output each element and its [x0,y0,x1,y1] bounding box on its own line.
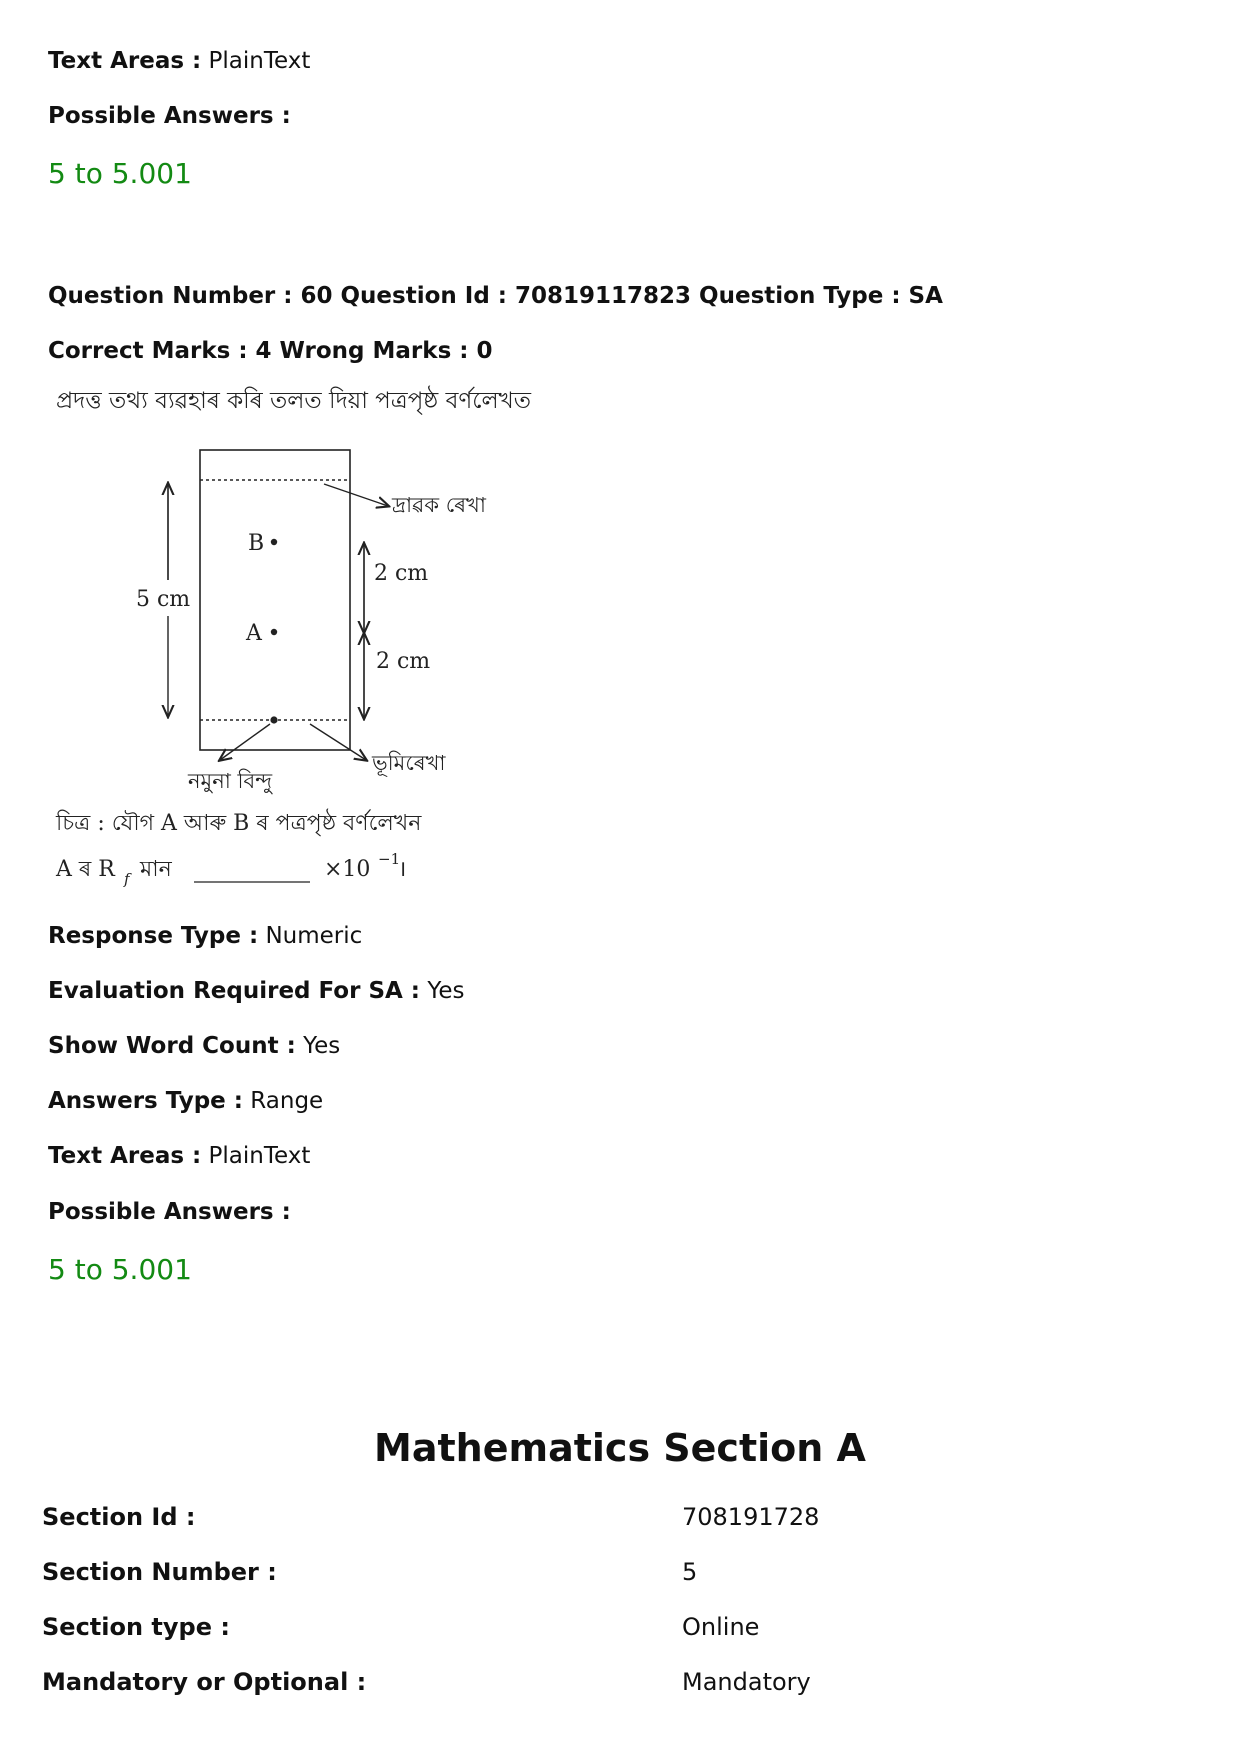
detail-value: Range [250,1088,324,1114]
detail-value: PlainText [208,1143,311,1169]
detail-value: Yes [303,1033,341,1059]
detail-value: Numeric [265,923,363,949]
spot-b-label: B [248,531,265,556]
section-row-value: Online [682,1613,760,1641]
section-row-value: 708191728 [682,1503,820,1531]
prev-possible-answer: 5 to 5.001 [48,157,192,190]
figure-instruction: প্ৰদত্ত তথ্য ব্যৱহাৰ কৰি তলত দিয়া পত্ৰপৃষ্ঠ বৰ্ণলেখত [56,388,532,414]
spot-a [271,629,277,635]
question-marks: Correct Marks : 4 Wrong Marks : 0 [48,338,493,364]
rf-prefix: A ৰ R [56,857,115,882]
sample-spot [270,716,277,723]
dist-upper-label: 2 cm [374,561,429,586]
detail-response-type [48,921,362,951]
prev-text-areas [48,46,310,76]
rf-multiplier: ×10 [324,857,371,882]
chromatogram-diagram [48,382,568,902]
prev-possible-answers-label: Possible Answers : [48,103,291,129]
spot-a-label: A [246,621,262,646]
section-row-label: Mandatory or Optional : [42,1668,367,1696]
possible-answers-label: Possible Answers : [48,1199,291,1225]
section-row-label: Section type : [42,1613,230,1641]
solvent-front-arrow [324,484,388,506]
rf-suffix: মান [140,857,172,882]
sample-point-arrow [220,724,270,760]
spot-b [271,539,277,545]
section-row-value: 5 [682,1558,698,1586]
figure-caption: চিত্ৰ : যৌগ A আৰু B ৰ পত্ৰপৃষ্ঠ বৰ্ণলেখন [56,811,422,836]
detail-evaluation-required [48,976,464,1006]
sample-point-label: নমুনা বিন্দু [188,769,273,793]
detail-show-word-count [48,1031,340,1061]
dist-lower-label: 2 cm [376,649,431,674]
dist-total-label: 5 cm [136,587,191,612]
question-header: Question Number : 60 Question Id : 70819117823 Question Type : SA [48,283,943,309]
section-row-label: Section Number : [42,1558,277,1586]
solvent-front-label: দ্ৰাৱক ৰেখা [392,493,486,517]
detail-value: Yes [427,978,465,1004]
baseline-arrow [310,724,366,760]
detail-label: Text Areas : [48,1143,202,1169]
detail-text-areas [48,1141,310,1171]
rf-exponent: −1 [378,850,401,868]
question-figure [48,382,568,902]
section-title: Mathematics Section A [374,1426,866,1470]
detail-answers-type [48,1086,323,1116]
detail-label: Response Type : [48,923,259,949]
baseline-label: ভূমিৰেখা [372,751,446,775]
rf-subscript: f [124,870,130,888]
section-row-label: Section Id : [42,1503,196,1531]
detail-label: Show Word Count : [48,1033,296,1059]
possible-answer: 5 to 5.001 [48,1253,192,1286]
detail-label: Answers Type : [48,1088,243,1114]
prev-text-areas-value: PlainText [208,48,311,74]
prev-text-areas-label: Text Areas : [48,48,202,74]
detail-label: Evaluation Required For SA : [48,978,421,1004]
section-row-value: Mandatory [682,1668,811,1696]
paper-strip [200,450,350,750]
rf-end: । [398,857,407,882]
